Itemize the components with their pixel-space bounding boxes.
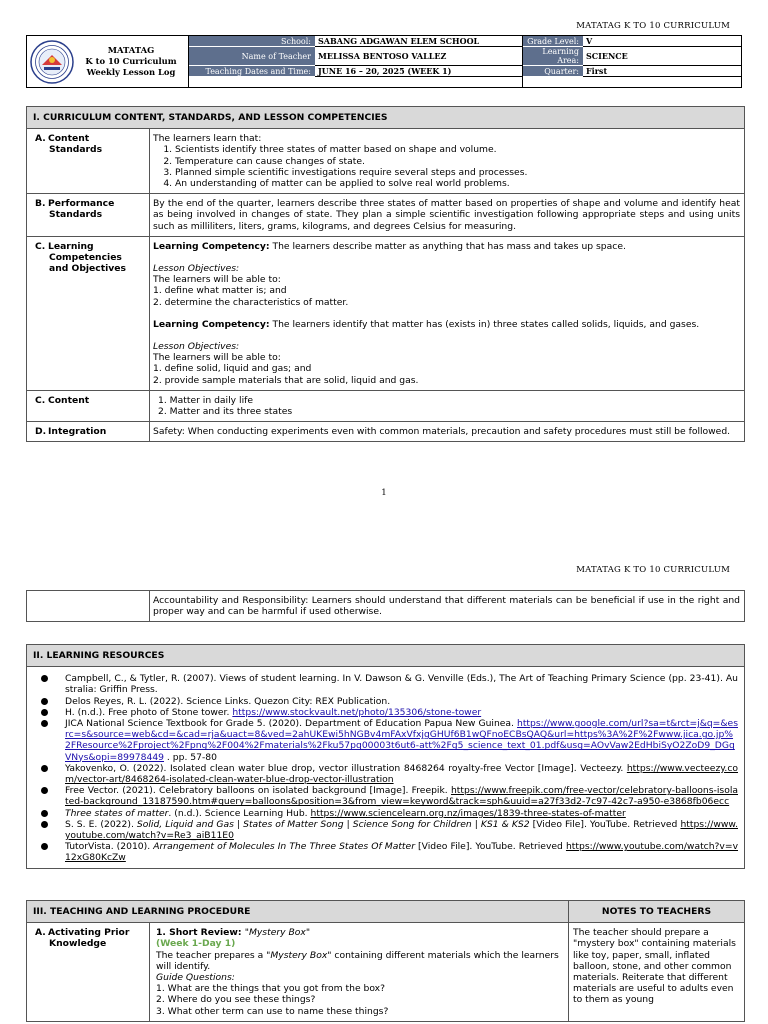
week-badge: (Week 1-Day 1) xyxy=(156,938,236,950)
list-item xyxy=(33,696,738,707)
paragraph-text: containing different materials which the learners will identify. xyxy=(156,949,559,972)
learning-area-label: Learning Area: xyxy=(523,47,583,66)
resource-text: JICA National Science Textbook for Grade 5. (2020). Department of Education Papua New Guinea. xyxy=(65,718,517,730)
resource-text: [Video File]. YouTube. Retrieved xyxy=(529,818,681,830)
competency-label: Learning Competency: xyxy=(153,240,270,252)
resource-link[interactable]: https://www.youtube.com/watch?v=Re3_aiB11E0 xyxy=(65,818,738,842)
row-label-text: Content Standards xyxy=(48,133,103,156)
header-title-line: K to 10 Curriculum xyxy=(85,56,177,66)
lesson-log-header xyxy=(26,35,742,88)
resource-link[interactable]: https://www.freepik.com/free-vector/celebratory-balloons-isolated-background_13187590.htm#query=balloons&position=3&from_view=keyword&track=sph&uuid=a27f33d2-7c97-42c7-a950-e3868fb06ecc xyxy=(65,785,738,808)
header-title xyxy=(74,45,188,78)
resource-text: Delos Reyes, R. L. (2022). Science Links. Quezon City: REX Publication. xyxy=(65,695,391,707)
list-item xyxy=(33,718,738,763)
question-item: 2. Where do you see these things? xyxy=(156,994,316,1006)
list-item: 3. Planned simple scientific investigations require several steps and processes. xyxy=(175,167,740,178)
resource-text: Campbell, C., & Tytler, R. (2007). Views of student learning. In V. Dawson & G. Venville (Eds.), The Art of Teaching Primary Science (pp. 23-41). Australia: Griffin Press. xyxy=(65,673,738,696)
learning-area-value: SCIENCE xyxy=(583,47,741,66)
resource-title: Three states of matter xyxy=(65,807,169,819)
dates-value: JUNE 16 – 20, 2025 (WEEK 1) xyxy=(315,66,523,77)
blank-cell xyxy=(315,77,523,87)
resource-link[interactable]: https://www.google.com/url?sa=t&rct=j&q=&esrc=s&source=web&cd=&cad=rja&uact=8&ved=2ahUKEwi5hNGBv4mFAxVfxjgGHUf6B1wQFnoECBsQAQ&url=https%3A%2F%2Fwww.jica.go.jp%2FResource%2Fproject%2Fpng%2F004%2Fmaterials%2Fku57pq00003t6ut6-att%2Fg5_science_text_01.pdf&usg=AOvVaw2EdHbiSyO2ZoD9_DGqVNys&opi=89978449 xyxy=(65,718,738,763)
activity-title-italic: "Mystery Box" xyxy=(244,927,311,939)
performance-standards-cell xyxy=(150,194,745,237)
paragraph xyxy=(156,950,564,972)
teacher-value: MELISSA BENTOSO VALLEZ xyxy=(315,47,523,66)
resource-text: TutorVista. (2010). xyxy=(65,841,154,853)
paragraph-text: The teacher prepares a xyxy=(156,949,267,961)
resources-cell xyxy=(27,667,745,868)
resource-link[interactable]: https://www.vecteezy.com/vector-art/8468264-isolated-clean-water-blue-drop-vector-illustration xyxy=(65,762,738,786)
resource-text: [Video File]. YouTube. Retrieved xyxy=(414,841,566,853)
row-label-text: Activating Prior Knowledge xyxy=(48,927,130,950)
dates-label: Teaching Dates and Time: xyxy=(189,66,315,77)
question-item: 3. What other term can use to name these things? xyxy=(156,1005,389,1017)
header-title-line: Weekly Lesson Log xyxy=(86,67,176,77)
row-label-text: Content xyxy=(48,394,90,406)
list-item: 1. Scientists identify three states of matter based on shape and volume. xyxy=(175,144,740,155)
blank-cell xyxy=(583,77,741,87)
quarter-value: First xyxy=(583,66,741,77)
intro-text: The learners learn that: xyxy=(153,133,262,145)
row-label xyxy=(27,129,150,194)
content-standards-cell xyxy=(150,129,745,194)
table-row xyxy=(27,129,745,194)
row-label xyxy=(27,236,150,390)
resource-text: . pp. 57-80 xyxy=(164,751,217,763)
notes-heading: NOTES TO TEACHERS xyxy=(569,901,745,923)
competency-text: The learners describe matter as anything that has mass and takes up space. xyxy=(269,240,626,252)
resource-link[interactable]: https://www.stockvault.net/photo/135306/stone-tower xyxy=(232,706,482,718)
teacher-label: Name of Teacher xyxy=(189,47,315,66)
table-row xyxy=(27,923,745,1022)
running-head: MATATAG K TO 10 CURRICULUM xyxy=(576,565,730,575)
row-label xyxy=(27,591,150,622)
objectives-intro: The learners will be able to: xyxy=(153,352,281,364)
paragraph: Safety: When conducting experiments even with common materials, precaution and safety procedures must still be followed. xyxy=(153,426,731,438)
table-row xyxy=(27,422,745,442)
resource-title: Solid, Liquid and Gas | States of Matter Song | Science Song for Children | KS1 & KS2 xyxy=(136,818,530,830)
list-item xyxy=(33,763,738,785)
competency-2 xyxy=(153,319,740,330)
resources-table xyxy=(26,644,745,869)
row-letter: C. xyxy=(35,394,46,406)
resource-text: S. S. E. (2022). xyxy=(65,818,137,830)
objective-item: 2. determine the characteristics of matter. xyxy=(153,296,349,308)
table-row xyxy=(27,236,745,390)
blank-cell xyxy=(189,77,315,87)
activity-title-text: 1. Short Review: xyxy=(156,927,245,939)
accountability-cell xyxy=(150,591,745,622)
page-number: 1 xyxy=(381,488,387,498)
question-item: 1. What are the things that you got from the box? xyxy=(156,983,386,995)
resource-text: Free Vector. (2021). Celebratory balloons on isolated background [Image]. Freepik. xyxy=(65,785,451,797)
list-item xyxy=(33,785,738,807)
blank-cell xyxy=(523,77,583,87)
guide-label: Guide Questions: xyxy=(156,972,235,984)
integration-cell xyxy=(150,422,745,442)
row-label xyxy=(27,194,150,237)
table-row xyxy=(27,390,745,421)
row-label xyxy=(27,923,150,1022)
resource-text: Yakovenko, O. (2022). Isolated clean water blue drop, vector illustration 8468264 royalty-free Vector [Image]. Vecteezy. xyxy=(65,762,627,774)
row-letter: A. xyxy=(35,133,46,145)
list-item: 1. Matter in daily life xyxy=(158,394,254,406)
list-item xyxy=(33,808,738,819)
row-letter: C. xyxy=(35,240,46,252)
row-label-text: Learning Competencies and Objectives xyxy=(48,240,126,275)
paragraph-italic: "Mystery Box" xyxy=(266,949,332,961)
resources-list xyxy=(27,667,744,867)
list-item: 2. Temperature can cause changes of state. xyxy=(175,156,740,167)
row-label xyxy=(27,422,150,442)
row-label-text: Integration xyxy=(48,426,107,438)
list-item xyxy=(33,707,738,718)
resource-text: H. (n.d.). Free photo of Stone tower. xyxy=(65,706,233,718)
objectives-label: Lesson Objectives: xyxy=(153,263,240,275)
resource-link[interactable]: https://www.sciencelearn.org.nz/images/1839-three-states-of-matter xyxy=(310,807,626,819)
running-head: MATATAG K TO 10 CURRICULUM xyxy=(576,21,730,31)
row-letter: A. xyxy=(35,927,46,939)
list-item xyxy=(33,819,738,841)
list-item: 2. Matter and its three states xyxy=(158,406,293,418)
table-row xyxy=(27,591,745,622)
competency-text: The learners identify that matter has (exists in) three states called solids, liquids, and gases. xyxy=(269,318,700,330)
deped-seal-icon xyxy=(30,40,74,84)
curriculum-table xyxy=(26,106,745,442)
accountability-table xyxy=(26,590,745,622)
procedure-table xyxy=(26,900,745,1022)
objective-item: 1. define solid, liquid and gas; and xyxy=(153,363,312,375)
list-item xyxy=(33,841,738,863)
header-logo-cell xyxy=(27,36,189,87)
resource-title: Arrangement of Molecules In The Three States Of Matter xyxy=(153,841,415,853)
header-info-grid xyxy=(189,36,741,87)
objectives-intro: The learners will be able to: xyxy=(153,274,281,286)
list-item: 4. An understanding of matter can be applied to solve real world problems. xyxy=(175,178,740,189)
row-letter: D. xyxy=(35,426,47,438)
school-value: SABANG ADGAWAN ELEM SCHOOL xyxy=(315,36,523,47)
competency-1 xyxy=(153,241,740,252)
paragraph: Accountability and Responsibility: Learners should understand that different materials can be beneficial if use in the right and proper way and can be harmful if used otherwise. xyxy=(153,595,740,618)
row-label xyxy=(27,390,150,421)
section-heading: II. LEARNING RESOURCES xyxy=(27,645,745,667)
section-heading: I. CURRICULUM CONTENT, STANDARDS, AND LESSON COMPETENCIES xyxy=(27,107,745,129)
content-cell xyxy=(150,390,745,421)
objective-item: 1. define what matter is; and xyxy=(153,285,287,297)
objective-item: 2. provide sample materials that are solid, liquid and gas. xyxy=(153,374,419,386)
quarter-label: Quarter: xyxy=(523,66,583,77)
paragraph: By the end of the quarter, learners describe three states of matter based on properties of shape and volume and identify heat as being involved in changes of state. They plan a simple scientific investigation following appropriate steps and using units such as milliliters, liters, grams, kilograms, and degrees Celsius for measuring. xyxy=(153,198,740,232)
list-item xyxy=(33,673,738,695)
school-label: School: xyxy=(189,36,315,47)
notes-cell: The teacher should prepare a "mystery box" containing materials like toy, paper, small, inflated balloon, stone, and other common materials. Reiterate that different materials are useful to adults even to them as young xyxy=(569,923,745,1022)
grade-label: Grade Level: xyxy=(523,36,583,47)
resource-link[interactable]: https://www.youtube.com/watch?v=v12xG80KcZw xyxy=(65,841,739,864)
table-row xyxy=(27,194,745,237)
grade-value: V xyxy=(583,36,741,47)
section-heading: III. TEACHING AND LEARNING PROCEDURE xyxy=(27,901,569,923)
row-label-text: Performance Standards xyxy=(48,198,115,221)
row-letter: B. xyxy=(35,198,46,210)
competencies-cell xyxy=(150,236,745,390)
header-title-line: MATATAG xyxy=(107,45,155,55)
resource-text: . (n.d.). Science Learning Hub. xyxy=(168,807,311,819)
activity-title xyxy=(156,927,564,938)
objectives-label: Lesson Objectives: xyxy=(153,341,240,353)
competency-label: Learning Competency: xyxy=(153,318,270,330)
activating-cell xyxy=(150,923,569,1022)
